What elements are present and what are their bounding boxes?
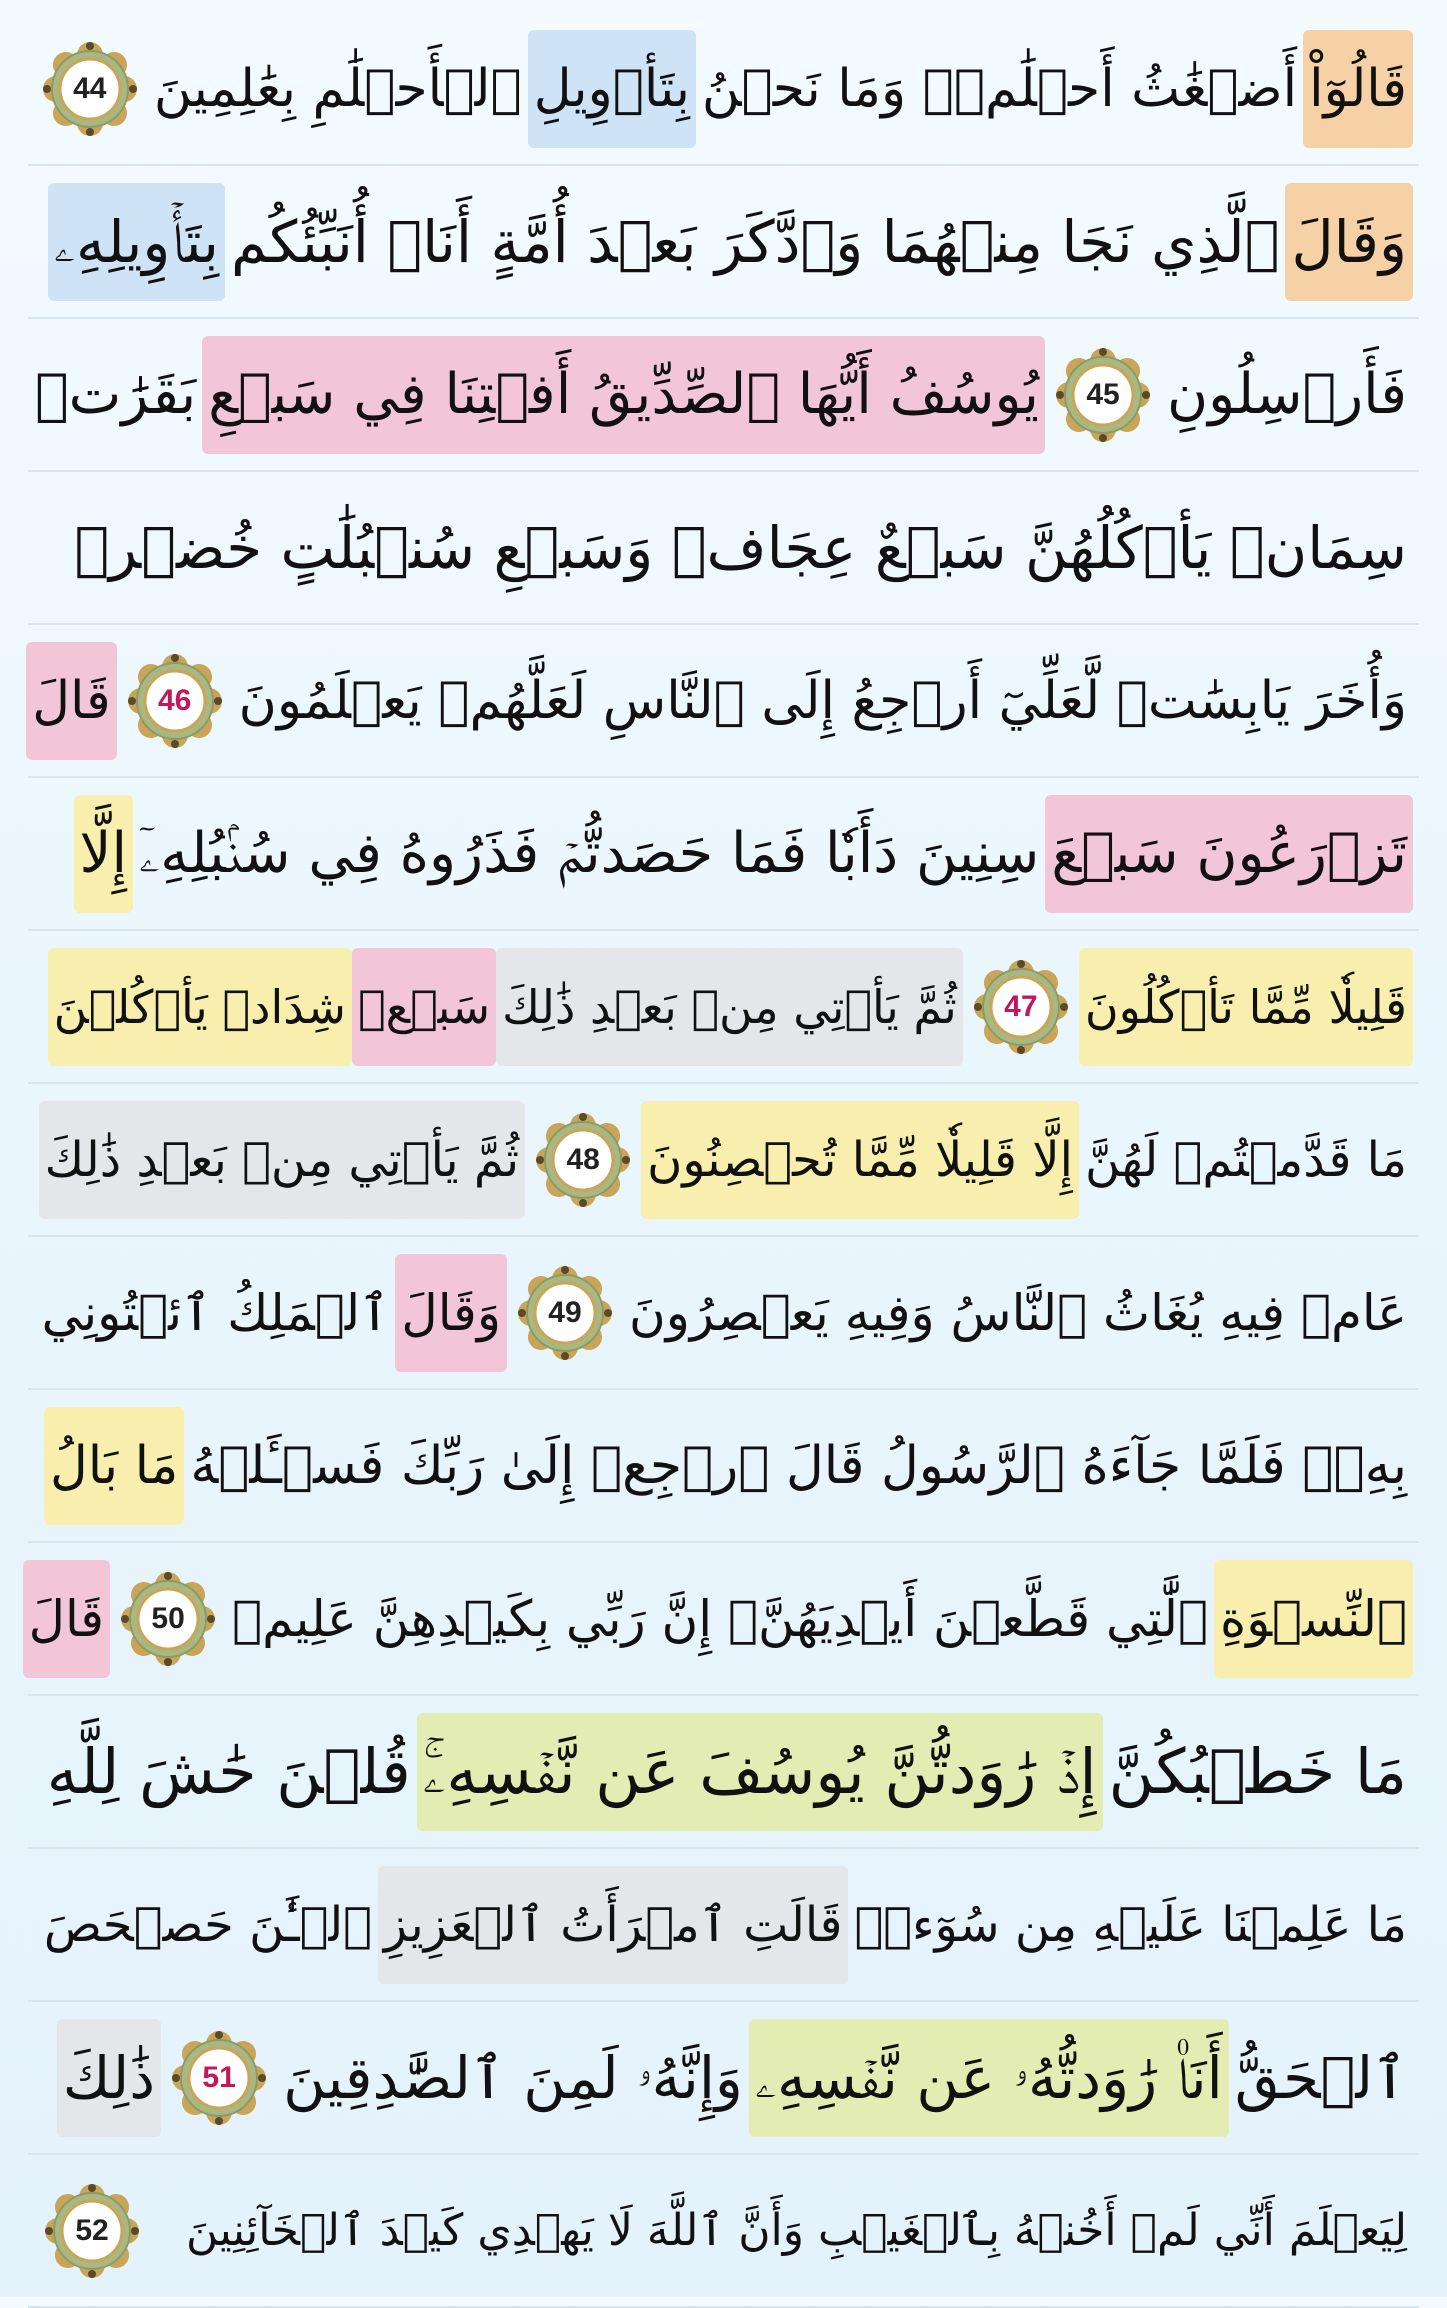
highlighted-phrase: إِلَّا <box>74 795 134 913</box>
verse-number: 49 <box>548 1296 582 1329</box>
highlighted-phrase: يُوسُفُ أَيُّهَا ٱلصِّدِّيقُ أَفۡتِنَا فِي سَبۡعِ <box>202 336 1045 454</box>
verse-text: ٱلَّذِي نَجَا مِنۡهُمَا وَٱدَّكَرَ بَعۡدَ أُمَّةٍ أَنَا۠ أُنَبِّئُكُم <box>230 208 1280 276</box>
verse-number-marker <box>533 1110 633 1210</box>
verse-text: سِمَانٖ يَأۡكُلُهُنَّ سَبۡعٌ عِجَافٞ وَسَبۡعِ سُنۢبُلَٰتٍ خُضۡرٖ <box>74 514 1407 582</box>
text-line <box>28 2003 1419 2153</box>
verse-text: ٱلۡمَلِكُ ٱئۡتُونِي <box>41 1284 390 1342</box>
highlighted-phrase: مَا بَالُ <box>44 1407 184 1525</box>
verse-text: ٱلۡحَقُّ <box>1234 2044 1407 2112</box>
text-line <box>28 1850 1419 2000</box>
highlighted-phrase: سَبۡعٞ <box>352 948 496 1066</box>
highlighted-phrase: قَالُوٓاْ <box>1303 30 1413 148</box>
text-line <box>28 2156 1419 2306</box>
text-line <box>28 1391 1419 1541</box>
verse-text: وَأُخَرَ يَابِسَٰتٖ لَّعَلِّيٓ أَرۡجِعُ إِلَى ٱلنَّاسِ لَعَلَّهُمۡ يَعۡلَمُونَ <box>238 671 1407 731</box>
verse-text: سِنِينَ دَأَبٗا فَمَا حَصَدتُّمۡ فَذَرُوهُ فِي سُنۢبُلِهِۦٓ <box>139 821 1040 886</box>
highlighted-phrase: بِتَأۡوِيلِ <box>528 30 696 148</box>
verse-number: 44 <box>73 72 107 105</box>
highlighted-phrase: قَالَتِ ٱمۡرَأَتُ ٱلۡعَزِيزِ <box>378 1866 849 1984</box>
verse-text: ٱلۡأَحۡلَٰمِ بِعَٰلِمِينَ <box>153 59 522 119</box>
text-line <box>28 626 1419 776</box>
highlighted-phrase: تَزۡرَعُونَ سَبۡعَ <box>1045 795 1413 913</box>
highlighted-phrase: بِتَأۡوِيلِهِۦ <box>48 183 225 301</box>
text-line <box>28 14 1419 164</box>
verse-number-marker <box>971 957 1071 1057</box>
text-line <box>28 167 1419 317</box>
verse-text: وَإِنَّهُۥ لَمِنَ ٱلصَّٰدِقِينَ <box>283 2044 743 2112</box>
highlighted-phrase: ذَٰلِكَ <box>57 2019 161 2137</box>
verse-text: عَامٞ فِيهِ يُغَاثُ ٱلنَّاسُ وَفِيهِ يَعۡصِرُونَ <box>628 1284 1407 1342</box>
verse-number: 51 <box>202 2061 236 2094</box>
verse-text: ٱلۡـَٰٔنَ حَصۡحَصَ <box>43 1897 372 1953</box>
verse-text: مَا خَطۡبُكُنَّ <box>1108 1735 1407 1808</box>
verse-text: أَضۡغَٰثُ أَحۡلَٰمٖۖ وَمَا نَحۡنُ <box>701 59 1298 119</box>
highlighted-phrase: قَالَ <box>23 1560 110 1678</box>
verse-number: 48 <box>566 1143 600 1176</box>
highlighted-phrase: وَقَالَ <box>1285 183 1413 301</box>
verse-number-marker <box>125 651 225 751</box>
text-line <box>28 473 1419 623</box>
verse-text: ٱلَّٰتِي قَطَّعۡنَ أَيۡدِيَهُنَّۚ إِنَّ رَبِّي بِكَيۡدِهِنَّ عَلِيمٞ <box>232 1590 1209 1648</box>
verse-number: 46 <box>157 684 192 717</box>
verse-number: 47 <box>1004 990 1038 1023</box>
text-line <box>28 932 1419 1082</box>
verse-text: مَا عَلِمۡنَا عَلَيۡهِ مِن سُوٓءٖۚ <box>854 1897 1407 1953</box>
verse-text: لِيَعۡلَمَ أَنِّي لَمۡ أَخُنۡهُ بِٱلۡغَيۡبِ وَأَنَّ ٱللَّهَ لَا يَهۡدِي كَيۡدَ ٱلۡخَآئِنِينَ <box>185 2205 1407 2256</box>
highlighted-phrase: أَنَا۠ رَٰوَدتُّهُۥ عَن نَّفۡسِهِۦ <box>749 2019 1229 2137</box>
verse-number-marker <box>169 2028 269 2128</box>
highlighted-phrase: ثُمَّ يَأۡتِي مِنۢ بَعۡدِ ذَٰلِكَ <box>496 948 963 1066</box>
highlighted-phrase: قَالَ <box>26 642 116 760</box>
highlighted-phrase: إِلَّا قَلِيلٗا مِّمَّا تُحۡصِنُونَ <box>641 1101 1079 1219</box>
verse-number: 52 <box>75 2214 109 2247</box>
text-line <box>28 320 1419 470</box>
verse-number: 50 <box>151 1602 185 1635</box>
text-line <box>28 1697 1419 1847</box>
highlighted-phrase: إِذۡ رَٰوَدتُّنَّ يُوسُفَ عَن نَّفۡسِهِۦۚ <box>417 1713 1103 1831</box>
verse-number-marker <box>1053 345 1153 445</box>
verse-text: بِهِۦۖ فَلَمَّا جَآءَهُ ٱلرَّسُولُ قَالَ ٱرۡجِعۡ إِلَىٰ رَبِّكَ فَسۡـَٔلۡهُ <box>190 1436 1407 1496</box>
text-line <box>28 1544 1419 1694</box>
highlighted-phrase: ٱلنِّسۡوَةِ <box>1214 1560 1413 1678</box>
highlighted-phrase: شِدَادٞ يَأۡكُلۡنَ <box>48 948 352 1066</box>
text-line <box>28 1238 1419 1388</box>
highlighted-phrase: وَقَالَ <box>395 1254 507 1372</box>
highlighted-phrase: ثُمَّ يَأۡتِي مِنۢ بَعۡدِ ذَٰلِكَ <box>39 1101 526 1219</box>
verse-text: بَقَرَٰتٖ <box>35 362 197 427</box>
highlighted-phrase: قَلِيلٗا مِّمَّا تَأۡكُلُونَ <box>1079 948 1413 1066</box>
verse-number-marker <box>42 2181 142 2281</box>
verse-number-marker <box>40 39 140 139</box>
verse-number-marker <box>515 1263 615 1363</box>
verse-text: قُلۡنَ حَٰشَ لِلَّهِ <box>46 1735 411 1808</box>
verse-number-marker <box>118 1569 218 1669</box>
verse-text: فَأَرۡسِلُونِ <box>1167 362 1407 427</box>
verse-number: 45 <box>1086 378 1120 411</box>
text-line <box>28 1085 1419 1235</box>
verse-text: مَا قَدَّمۡتُمۡ لَهُنَّ <box>1084 1132 1407 1188</box>
text-line <box>28 779 1419 929</box>
